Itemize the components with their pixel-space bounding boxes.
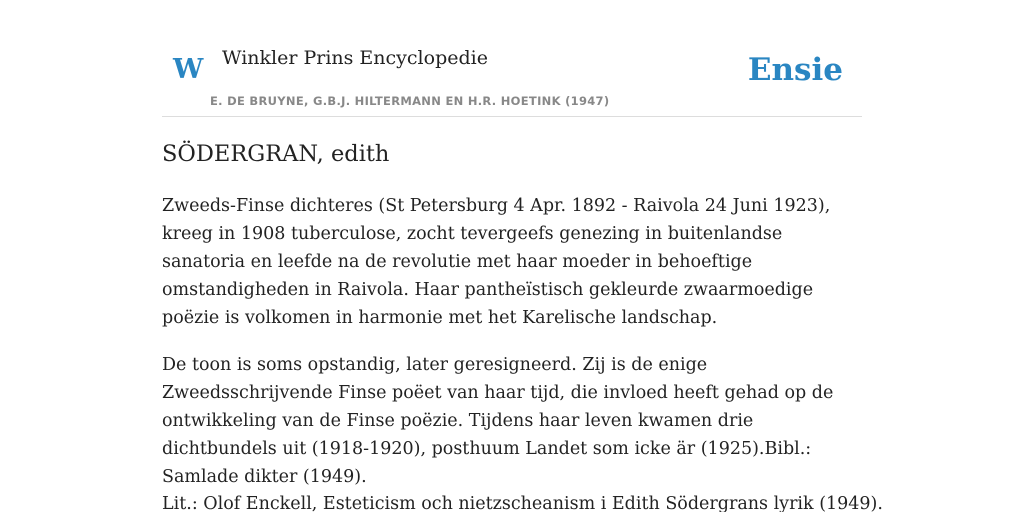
winkler-prins-logo[interactable]: W [173, 54, 204, 85]
article-page [162, 0, 883, 512]
book-authors: E. DE BRUYNE, G.B.J. HILTERMANN EN H.R. HOETINK (1947) [210, 94, 610, 108]
entry-paragraph-2: De toon is soms opstandig, later geresigneerd. Zij is de enige Zweedsschrijvende Finse poëet van haar tijd, die invloed heeft gehad op de ontwikkeling van de Finse poëzie. Tijdens haar leven kwamen drie dichtbundels uit (1918-1920), posthuum Landet som icke är (1925).Bibl.: Samlade dikter (1949). [162, 355, 834, 487]
site-header [162, 0, 862, 117]
book-title-link[interactable]: Winkler Prins Encyclopedie [222, 47, 488, 69]
ensie-logo[interactable]: Ensie [747, 52, 843, 88]
entry-paragraph-literature: Lit.: Olof Enckell, Esteticism och nietzscheanism i Edith Södergrans lyrik (1949). [162, 494, 883, 512]
entry-paragraph-1: Zweeds-Finse dichteres (St Petersburg 4 Apr. 1892 - Raivola 24 Juni 1923), kreeg in 1908 tuberculose, zocht tevergeefs genezing in buitenlandse sanatoria en leefde na de revolutie met haar moeder in behoeftige omstandigheden in Raivola. Haar pantheïstisch gekleurde zwaarmoedige poëzie is volkomen in harmonie met het Karelische landschap. [162, 196, 831, 328]
entry-title: SÖDERGRAN, edith [162, 141, 390, 167]
